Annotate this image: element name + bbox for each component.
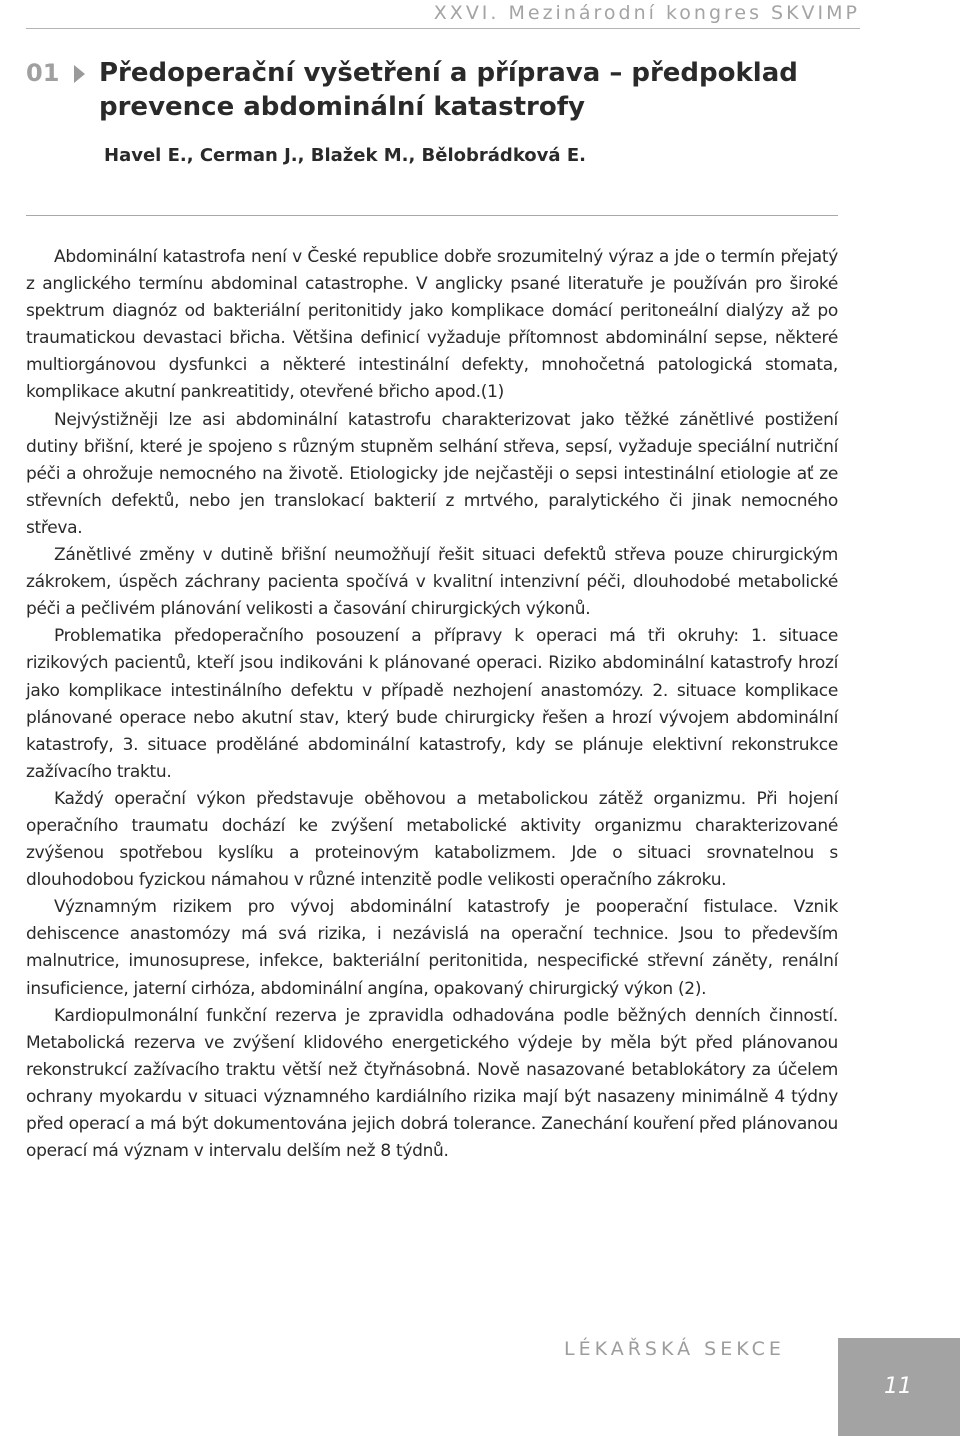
- article-authors: Havel E., Cerman J., Blažek M., Bělobrádková E.: [104, 145, 586, 166]
- arrow-right-icon: [74, 65, 85, 83]
- running-header: XXVI. Mezinárodní kongres SKVIMP: [433, 2, 860, 24]
- paragraph: Zánětlivé změny v dutině břišní neumožňují řešit situaci defektů střeva pouze chirurgickým zákrokem, úspěch záchrany pacienta spočívá v kvalitní intenzivní péči, dlouhodobé metabolické péči a pečlivém plánování velikosti a časování chirurgických výkonů.: [26, 545, 838, 620]
- title-divider: [26, 215, 838, 216]
- paragraph: Významným rizikem pro vývoj abdominální katastrofy je pooperační fistulace. Vznik dehiscence anastomózy má svá rizika, i nezávislá na operační technice. Jsou to především malnutrice, imunosuprese, infekce, bakteriální peritonitida, nespecifické střevní záněty, renální insuficience, jaterní cirhóza, abdominální angína, opakovaný chirurgický výkon (2).: [26, 897, 838, 999]
- section-label: LÉKAŘSKÁ SEKCE: [564, 1338, 785, 1360]
- page-number: 11: [884, 1374, 912, 1399]
- paragraph: Problematika předoperačního posouzení a přípravy k operaci má tři okruhy: 1. situace rizikových pacientů, kteří jsou indikováni k plánované operaci. Riziko abdominální katastrofy hrozí jako komplikace intestinálního defektu v případě nezhojení anastomózy. 2. situace komplikace plánované operace nebo akutní stav, který bude chirurgicky řešen a hrozí vývojem abdominální katastrofy, 3. situace proděláné abdominální katastrofy, kdy se plánuje elektivní rekonstrukce zažívacího traktu.: [26, 626, 838, 782]
- paragraph: Každý operační výkon představuje oběhovou a metabolickou zátěž organizmu. Při hojení operačního traumatu dochází ke zvýšení metabolické aktivity organizmu charakterizované zvýšenou spotřebou kyslíku a proteinovým katabolizmem. Jde o situaci srovnatelnou s dlouhodobou fyzickou námahou v různé intenzitě podle velikosti operačního zákroku.: [26, 788, 838, 891]
- article-title-block: [26, 56, 846, 124]
- paragraph: Kardiopulmonální funkční rezerva je zpravidla odhadována podle běžných denních činností. Metabolická rezerva ve zvýšení klidového energetického výdeje by měla být před plánovanou rekonstrukcí zažívacího traktu větší než čtyřnásobná. Nově nasazované betablokátory za účelem ochrany myokardu v situaci významného kardiálního rizika mají být nasazeny minimálně 4 týdny před operací a má být dokumentována jejich dobrá tolerance. Zanechání kouření před plánovanou operací má význam v intervalu delším než 8 týdnů.: [26, 1005, 838, 1162]
- article-body: [26, 244, 838, 1165]
- title-row: [26, 56, 846, 124]
- paragraph: Nejvýstižněji lze asi abdominální katastrofu charakterizovat jako těžké zánětlivé postižení dutiny břišní, které je spojeno s různým stupněm selhání střeva, sepsí, vyžaduje speciální nutriční péči a ohrožuje nemocného na životě. Etiologicky jde nejčastěji o sepsi intestinální etiologie ať ze střevních defektů, nebo jen translokací bakterií z mrtvého, paralytického či jinak nemocného střeva.: [26, 409, 838, 538]
- article-number: 01: [26, 59, 60, 87]
- paragraph: Abdominální katastrofa není v České republice dobře srozumitelný výraz a jde o termín přejatý z anglického termínu abdominal catastrophe. V anglicky psané literatuře je používán pro široké spektrum diagnóz od bakteriální peritonitidy jako komplikace domácí peritoneální dialýzy až po traumatickou devastaci břicha. Většina definicí vyžaduje přítomnost abdominální sepse, některé multiorgánovou dysfunkci a některé intestinální defekty, mnohočetná patologická stomata, komplikace akutní pankreatitidy, otevřené břicho apod.(1): [26, 247, 838, 403]
- header-divider: [26, 28, 860, 29]
- article-title: Předoperační vyšetření a příprava – předpoklad prevence abdominální katastrofy: [99, 58, 798, 122]
